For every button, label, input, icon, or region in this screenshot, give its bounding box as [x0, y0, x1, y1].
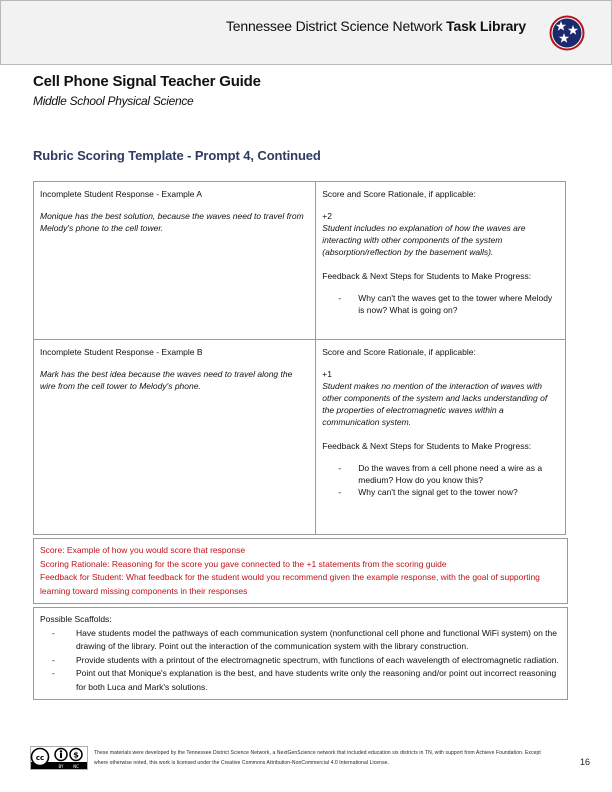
feedback-header: Feedback & Next Steps for Students to Make Progress: [322, 441, 532, 451]
table-row [34, 182, 566, 340]
scaffolds-title: Possible Scaffolds: [40, 614, 112, 624]
rubric-table [33, 181, 566, 535]
score-header: Score and Score Rationale, if applicable: [322, 347, 476, 357]
legend-score-line: Score: Example of how you would score that response [40, 545, 246, 555]
legend-feedback-line: Feedback for Student: What feedback for the student would you recommend given the example response, with the goal of supporting learning toward missing components in their responses [40, 572, 540, 596]
student-response-cell [34, 182, 316, 340]
score-value: +1 [322, 369, 332, 379]
response-header: Incomplete Student Response - Example A [40, 189, 203, 199]
svg-text:BY: BY [58, 764, 64, 769]
svg-text:NC: NC [73, 764, 79, 769]
feedback-item: - Why can't the signal get to the tower now? [338, 487, 518, 497]
section-title: Rubric Scoring Template - Prompt 4, Continued [33, 148, 321, 163]
svg-text:cc: cc [35, 754, 45, 762]
document-title: Cell Phone Signal Teacher Guide [33, 73, 261, 90]
possible-scaffolds [33, 607, 568, 700]
feedback-list [322, 292, 559, 316]
cc-by-nc-icon[interactable] [30, 746, 88, 770]
score-rationale-text: Student makes no mention of the interaction of waves with other components of the system and lacks understanding of the properties of electromagnetic waves within a communication system. [322, 381, 548, 427]
dash-bullet-icon: - [338, 463, 342, 473]
student-response-cell [34, 340, 316, 535]
scaffold-list [40, 627, 561, 695]
scaffold-item: - Point out that Monique's explanation is the best, and have students write only the reasoning and/or point out incorrect reasoning for both Luca and Mark's solutions. [52, 668, 557, 692]
tennessee-tristar-logo-icon [549, 15, 585, 51]
document-subtitle: Middle School Physical Science [33, 94, 194, 108]
header-title-regular: Tennessee District Science Network [225, 18, 447, 34]
student-response-text: Monique has the best solution, because the waves need to travel from Melody's phone to the cell tower. [40, 211, 304, 233]
dash-bullet-icon: - [52, 627, 55, 638]
student-response-text: Mark has the best idea because the waves need to travel along the wire from the cell tower to Melody's phone. [40, 369, 293, 391]
table-row [34, 340, 566, 535]
dash-bullet-icon: - [338, 293, 342, 303]
scaffold-item: - Provide students with a printout of the electromagnetic spectrum, with functions of each wavelength of electromagnetic radiation. [52, 654, 561, 668]
score-value: +2 [322, 211, 332, 221]
footer-license-text: These materials were developed by the Tennessee District Science Network, a NextGenScience network that included education six districts in TN, with support from Achieve Foundation. Except where otherwise noted, this work is licensed under the Creative Commons Attribution-NonCommercial 4.0 International License. [94, 750, 541, 766]
score-rationale-text: Student includes no explanation of how the waves are interacting with other components of the system (absorption/reflection by the basement walls). [322, 223, 526, 257]
feedback-item: - Why can't the waves get to the tower where Melody is now? What is going on? [338, 293, 553, 315]
feedback-list [322, 462, 559, 498]
header-title [226, 18, 526, 34]
header-title-bold: Task Library [446, 18, 526, 34]
dash-bullet-icon: - [52, 668, 55, 678]
dash-bullet-icon: - [52, 654, 55, 665]
score-rationale-cell [316, 340, 566, 535]
score-rationale-cell [316, 182, 566, 340]
score-header: Score and Score Rationale, if applicable: [322, 189, 476, 199]
scoring-legend [33, 538, 568, 604]
legend-rationale-line: Scoring Rationale: Reasoning for the score you gave connected to the +1 statements from the scoring guide [40, 558, 447, 569]
page-number: 16 [580, 757, 591, 767]
feedback-header: Feedback & Next Steps for Students to Make Progress: [322, 271, 532, 281]
svg-text:$: $ [73, 750, 79, 760]
scaffold-item: - Have students model the pathways of each communication system (nonfunctional cell phone and functional WiFi system) on the drawing of the library. Point out the interaction of the communication system with the library construction. [52, 627, 557, 651]
page-header [0, 0, 612, 65]
dash-bullet-icon: - [338, 487, 342, 497]
feedback-item: - Do the waves from a cell phone need a wire as a medium? How do you know this? [338, 463, 543, 485]
response-header: Incomplete Student Response - Example B [40, 347, 203, 357]
